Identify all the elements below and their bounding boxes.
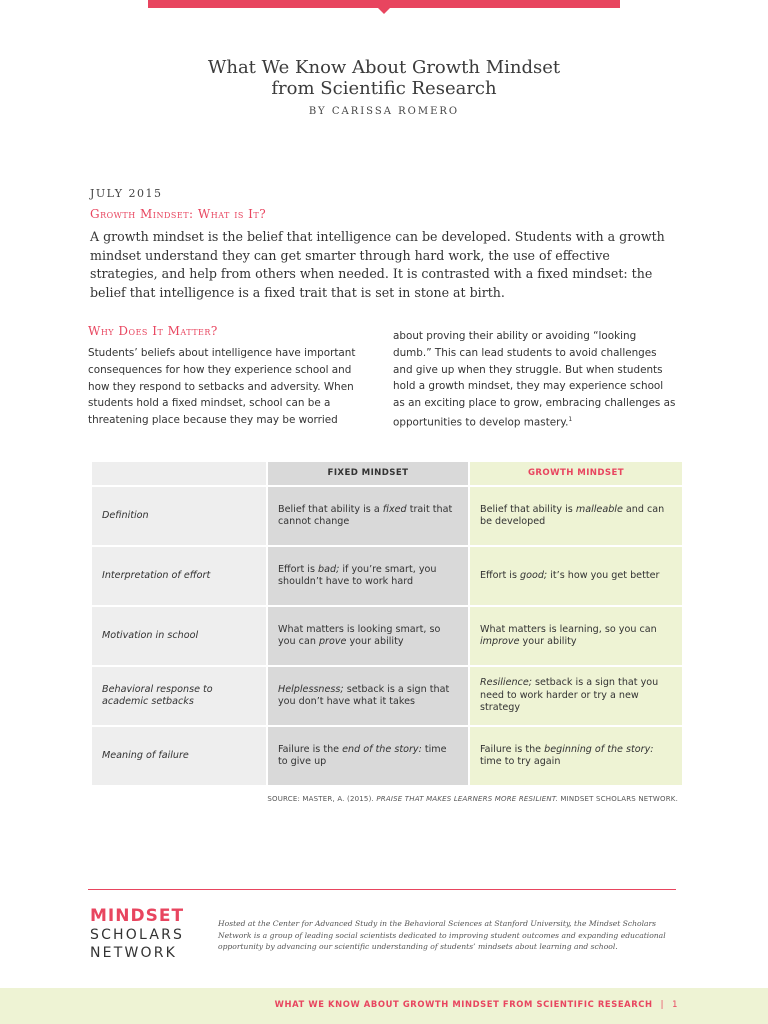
footer-separator: | [660,999,665,1009]
cell-text: Effort is [480,569,521,581]
table-row [92,487,682,545]
fixed-mindset-cell [268,667,468,725]
cell-text: time to try again [480,756,561,767]
growth-mindset-cell [470,487,682,545]
row-label: Definition [92,487,266,545]
logo-line-mindset: MINDSET [90,906,185,926]
row-label: Behavioral response to academic setbacks [92,667,266,725]
fixed-mindset-cell [268,487,468,545]
top-accent-notch [376,6,392,14]
cell-emphasis: Helplessness; [278,683,344,695]
table-row [92,547,682,605]
logo-line-scholars: SCHOLARS [90,927,185,943]
fixed-mindset-cell [268,607,468,665]
body-column-left: Students’ beliefs about intelligence have important consequences for how they experience school and how they respond to setbacks and adversity. When students hold a fixed mindset, school can be a threatening place because they may be worried [88,347,356,427]
cell-text: and can be developed [480,503,665,527]
cell-text: Failure is the [278,743,343,755]
page-footer [0,988,768,1024]
fixed-mindset-cell [268,727,468,785]
cell-text: setback is a sign that you don’t have what it takes [278,683,450,707]
cell-text: Failure is the [480,743,545,755]
cell-emphasis: fixed [382,503,407,515]
cell-text: trait that cannot change [278,503,453,527]
cell-emphasis: prove [318,636,347,647]
network-description: Hosted at the Center for Advanced Study in the Behavioral Sciences at Stanford University, the Mindset Scholars Network is a group of leading social scientists dedicated to improving student outcomes and expanding educational opportunity by advancing our scientific understanding of students’ mindsets about learning and school. [218,919,666,951]
table-header-blank [92,462,266,485]
running-title: WHAT WE KNOW ABOUT GROWTH MINDSET FROM SCIENTIFIC RESEARCH [274,999,653,1009]
table-header-fixed: FIXED MINDSET [268,462,468,485]
cell-text: your ability [519,636,577,647]
row-label: Motivation in school [92,607,266,665]
cell-emphasis: beginning of the story: [544,743,654,755]
logo-line-network: NETWORK [90,945,178,961]
source-suffix: MINDSET SCHOLARS NETWORK. [557,795,678,803]
cell-text: What matters is learning, so you can [480,623,657,635]
section-heading-why-matter: Why Does It Matter? [88,324,218,338]
title-line-1: What We Know About Growth Mindset [207,57,561,78]
publication-date: JULY 2015 [90,187,163,200]
fixed-mindset-cell [268,547,468,605]
cell-text: Belief that ability is [480,503,576,515]
page-number: 1 [672,999,678,1009]
cell-text: Belief that ability is a [278,503,383,515]
row-label: Meaning of failure [92,727,266,785]
table-row [92,607,682,665]
cell-emphasis: Resilience; [480,677,532,689]
cell-emphasis: good; [520,569,548,581]
growth-mindset-cell [470,547,682,605]
cell-text: it’s how you get better [547,569,660,581]
document-title [0,57,768,99]
cell-text: if you’re smart, you shouldn’t have to work hard [278,563,437,587]
section-heading-what-is-it: Growth Mindset: What is It? [90,207,267,221]
lead-paragraph: A growth mindset is the belief that intelligence can be developed. Students with a growth mindset understand they can get smarter through hard work, the use of effective strategies, and help from others when needed. It is contrasted with a fixed mindset: the belief that intelligence is a fixed trait that is set in stone at birth. [90,229,665,300]
table-row [92,727,682,785]
mindset-comparison-table [90,460,684,787]
table-header-row [92,462,682,485]
footer-divider [88,889,676,890]
body-column-right [393,328,678,431]
table-header-growth: GROWTH MINDSET [470,462,682,485]
cell-text: Effort is [278,563,319,575]
cell-text: What matters is looking smart, so you can [278,623,441,647]
table-row [92,667,682,725]
source-prefix: SOURCE: MASTER, A. (2015). [267,795,377,803]
table-source [267,795,678,803]
cell-text: time to give up [278,743,447,767]
byline: BY CARISSA ROMERO [308,106,460,117]
cell-text: setback is a sign that you need to work harder or try a new strategy [480,677,659,714]
row-label: Interpretation of effort [92,547,266,605]
mindset-scholars-logo [90,906,184,962]
title-line-2: from Scientific Research [271,78,497,99]
cell-emphasis: improve [480,636,520,647]
footnote-marker: 1 [568,415,573,423]
growth-mindset-cell [470,727,682,785]
body-column-right-text: about proving their ability or avoiding “looking dumb.” This can lead students to avoid challenges and give up when they struggle. But when students hold a growth mindset, they may experience school as an exciting place to grow, embracing challenges as opportunities to develop mastery. [393,330,676,429]
cell-emphasis: end of the story: [342,743,422,755]
growth-mindset-cell [470,607,682,665]
cell-emphasis: bad; [318,563,340,575]
cell-emphasis: malleable [575,503,623,515]
footer-running-title [275,999,678,1009]
cell-text: your ability [346,636,404,647]
source-title: PRAISE THAT MAKES LEARNERS MORE RESILIENT. [376,795,558,803]
growth-mindset-cell [470,667,682,725]
